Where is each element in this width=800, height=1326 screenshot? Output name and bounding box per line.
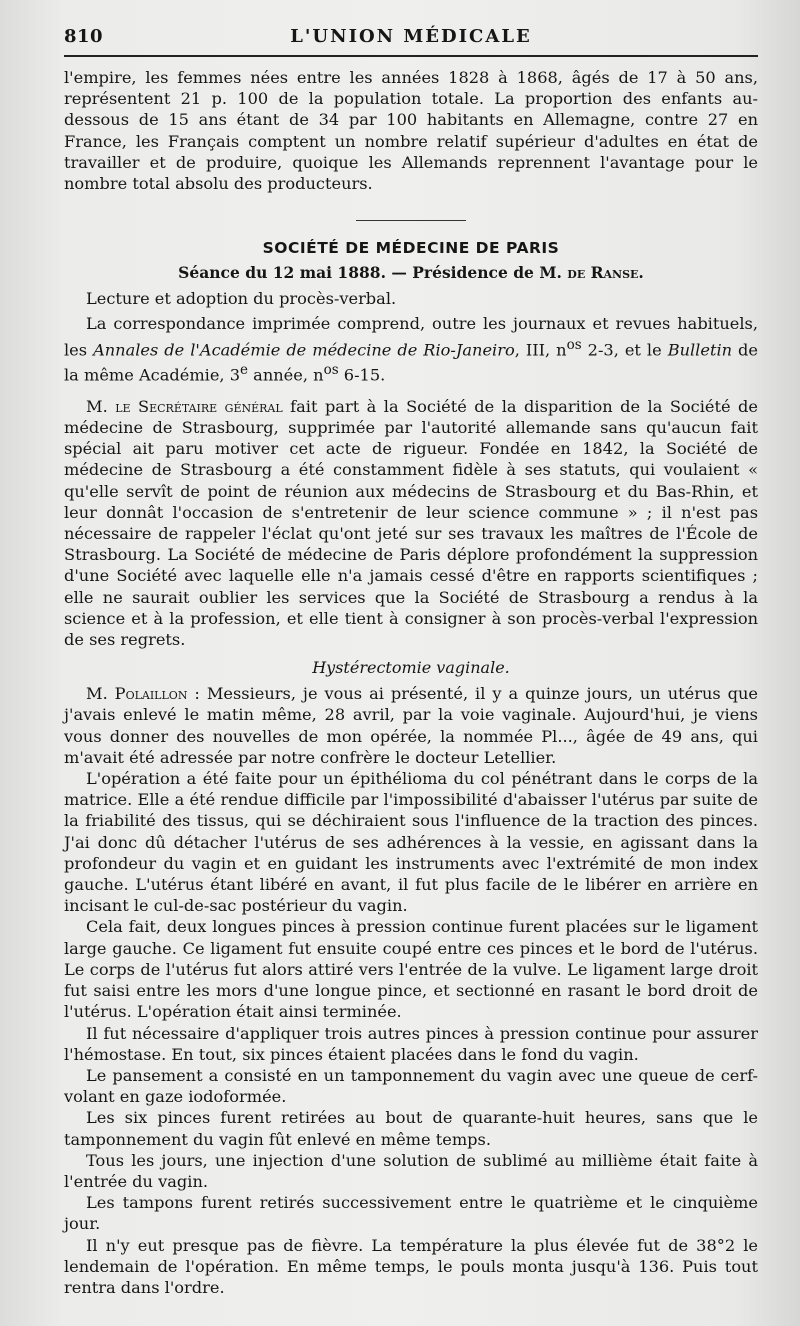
- body-paragraph: Tous les jours, une injection d'une solution de sublimé au millième était faite à l'entrée du vagin.: [64, 1150, 758, 1191]
- correspondence-sup-1: os: [566, 336, 582, 353]
- correspondence-sup-3: os: [323, 362, 339, 379]
- polaillon-paragraph: [64, 683, 758, 768]
- intro-paragraph: l'empire, les femmes nées entre les années 1828 à 1868, âgés de 17 à 50 ans, représentent 21 p. 100 de la population totale. La proportion des enfants au-dessous de 15 ans étant de 34 par 100 habitants en Allemagne, contre 27 en France, les Français comptent un nombre relatif supérieur d'adultes en état de travailler et de produire, quoique les Allemands reprennent l'avantage pour le nombre total absolu des producteurs.: [64, 68, 758, 194]
- correspondence-text-1: La correspondance imprimée comprend, outre les journaux et revues habituels, les: [64, 314, 758, 360]
- correspondence-sup-2: e: [240, 362, 249, 379]
- secretary-text: fait part à la Société de la disparition de la Société de médecine de Strasbourg, supprimée par l'autorité allemande sans qu'aucun fait spécial ait paru motiver cet acte de rigueur. Fondée en 1842, la Société de médecine de Strasbourg a été constamment fidèle à ses statuts, qui voulaient « qu'elle servît de point de réunion aux médecins de Strasbourg et du Bas-Rhin, et leur donnât l'occasion de s'entretenir de leur science commune » ; il n'est pas nécessaire de rappeler l'éclat qu'ont jeté sur ses travaux les maîtres de l'École de Strasbourg. La Société de médecine de Paris déplore profondément la suppression d'une Société avec laquelle elle n'a jamais cessé d'être en rapports scientifiques ; elle ne saurait oublier les services que la Société de Strasbourg a rendus à la science et à la profession, et elle tient à consigner à son procès-verbal l'expression de ses regrets.: [64, 396, 758, 650]
- session-suffix: .: [638, 263, 644, 283]
- correspondence-text-6: 6-15.: [338, 365, 386, 385]
- correspondence-text-5: année, n: [248, 365, 324, 385]
- society-title: SOCIÉTÉ DE MÉDECINE DE PARIS: [262, 239, 560, 258]
- correspondence-text-4: de la même Académie, 3: [64, 340, 758, 385]
- polaillon-text: : Messieurs, je vous ai présenté, il y a quinze jours, un utérus que j'avais enlevé le matin même, 28 avril, par la voie vaginale. Aujourd'hui, je viens vous donner des nouvelles de mon opérée, la nommée Pl..., âgée de 49 ans, qui m'avait été adressée par notre confrère le docteur Letellier.: [64, 684, 759, 767]
- body-paragraph: Il n'y eut presque pas de fièvre. La température la plus élevée fut de 38°2 le lendemain de l'opération. En même temps, le pouls monta jusqu'à 136. Puis tout rentra dans l'ordre.: [64, 1235, 758, 1297]
- body-paragraph: Cela fait, deux longues pinces à pression continue furent placées sur le ligament large gauche. Ce ligament fut ensuite coupé entre ces pinces et le bord de l'utérus. Le corps de l'utérus fut alors attiré vers l'entrée de la vulve. Le ligament large droit fut saisi entre les mors d'une longue pince, et sectionné en rasant le bord droit de l'utérus. L'opération était ainsi terminée.: [64, 917, 758, 1022]
- body-paragraph: Les six pinces furent retirées au bout de quarante-huit heures, sans que le tamponnement du vagin fût enlevé en même temps.: [64, 1108, 758, 1149]
- session-line: [64, 263, 758, 282]
- body-paragraph: Les tampons furent retirés successivement entre le quatrième et le cinquième jour.: [64, 1193, 758, 1234]
- secretary-speaker: M. le Secrétaire général: [86, 396, 283, 416]
- secretary-paragraph: [64, 396, 758, 650]
- correspondence-text-2: , III, n: [514, 340, 567, 360]
- section-heading: Hystérectomie vaginale.: [312, 658, 510, 678]
- bulletin-title: Bulletin: [667, 340, 733, 360]
- body-paragraph: Il fut nécessaire d'appliquer trois autres pinces à pression continue pour assurer l'hémostase. En tout, six pinces étaient placées dans le fond du vagin.: [64, 1023, 758, 1064]
- page-number: 810: [64, 26, 104, 47]
- polaillon-speaker: M. Polaillon: [86, 684, 188, 704]
- session-prefix: Séance du 12 mai 1888. — Présidence de M.: [178, 263, 562, 283]
- body-paragraph: L'opération a été faite pour un épithélioma du col pénétrant dans le corps de la matrice. Elle a été rendue difficile par l'impossibilité d'abaisser l'utérus par suite de la friabilité des tissus, qui se déchiraient sous l'influence de la traction des pinces. J'ai donc dû détacher l'utérus de ses adhérences à la vessie, en agissant dans la profondeur du vagin et en guidant les instruments avec l'extrémité de mon index gauche. L'utérus étant libéré en avant, il fut plus facile de le libérer en arrière en incisant le cul-de-sac postérieur du vagin.: [64, 769, 758, 916]
- journal-title: L'UNION MÉDICALE: [290, 26, 532, 47]
- correspondence-text-3: 2-3, et le: [581, 340, 668, 360]
- section-divider: [356, 220, 466, 221]
- minutes-paragraph: Lecture et adoption du procès-verbal.: [86, 289, 397, 309]
- correspondence-paragraph: [64, 313, 758, 385]
- body-paragraph: Le pansement a consisté en un tamponnement du vagin avec une queue de cerf-volant en gaze iodoformée.: [64, 1065, 758, 1107]
- session-president: de Ranse: [567, 263, 639, 283]
- annales-title: Annales de l'Académie de médecine de Rio-Janeiro: [93, 340, 515, 360]
- page-header: [64, 26, 758, 57]
